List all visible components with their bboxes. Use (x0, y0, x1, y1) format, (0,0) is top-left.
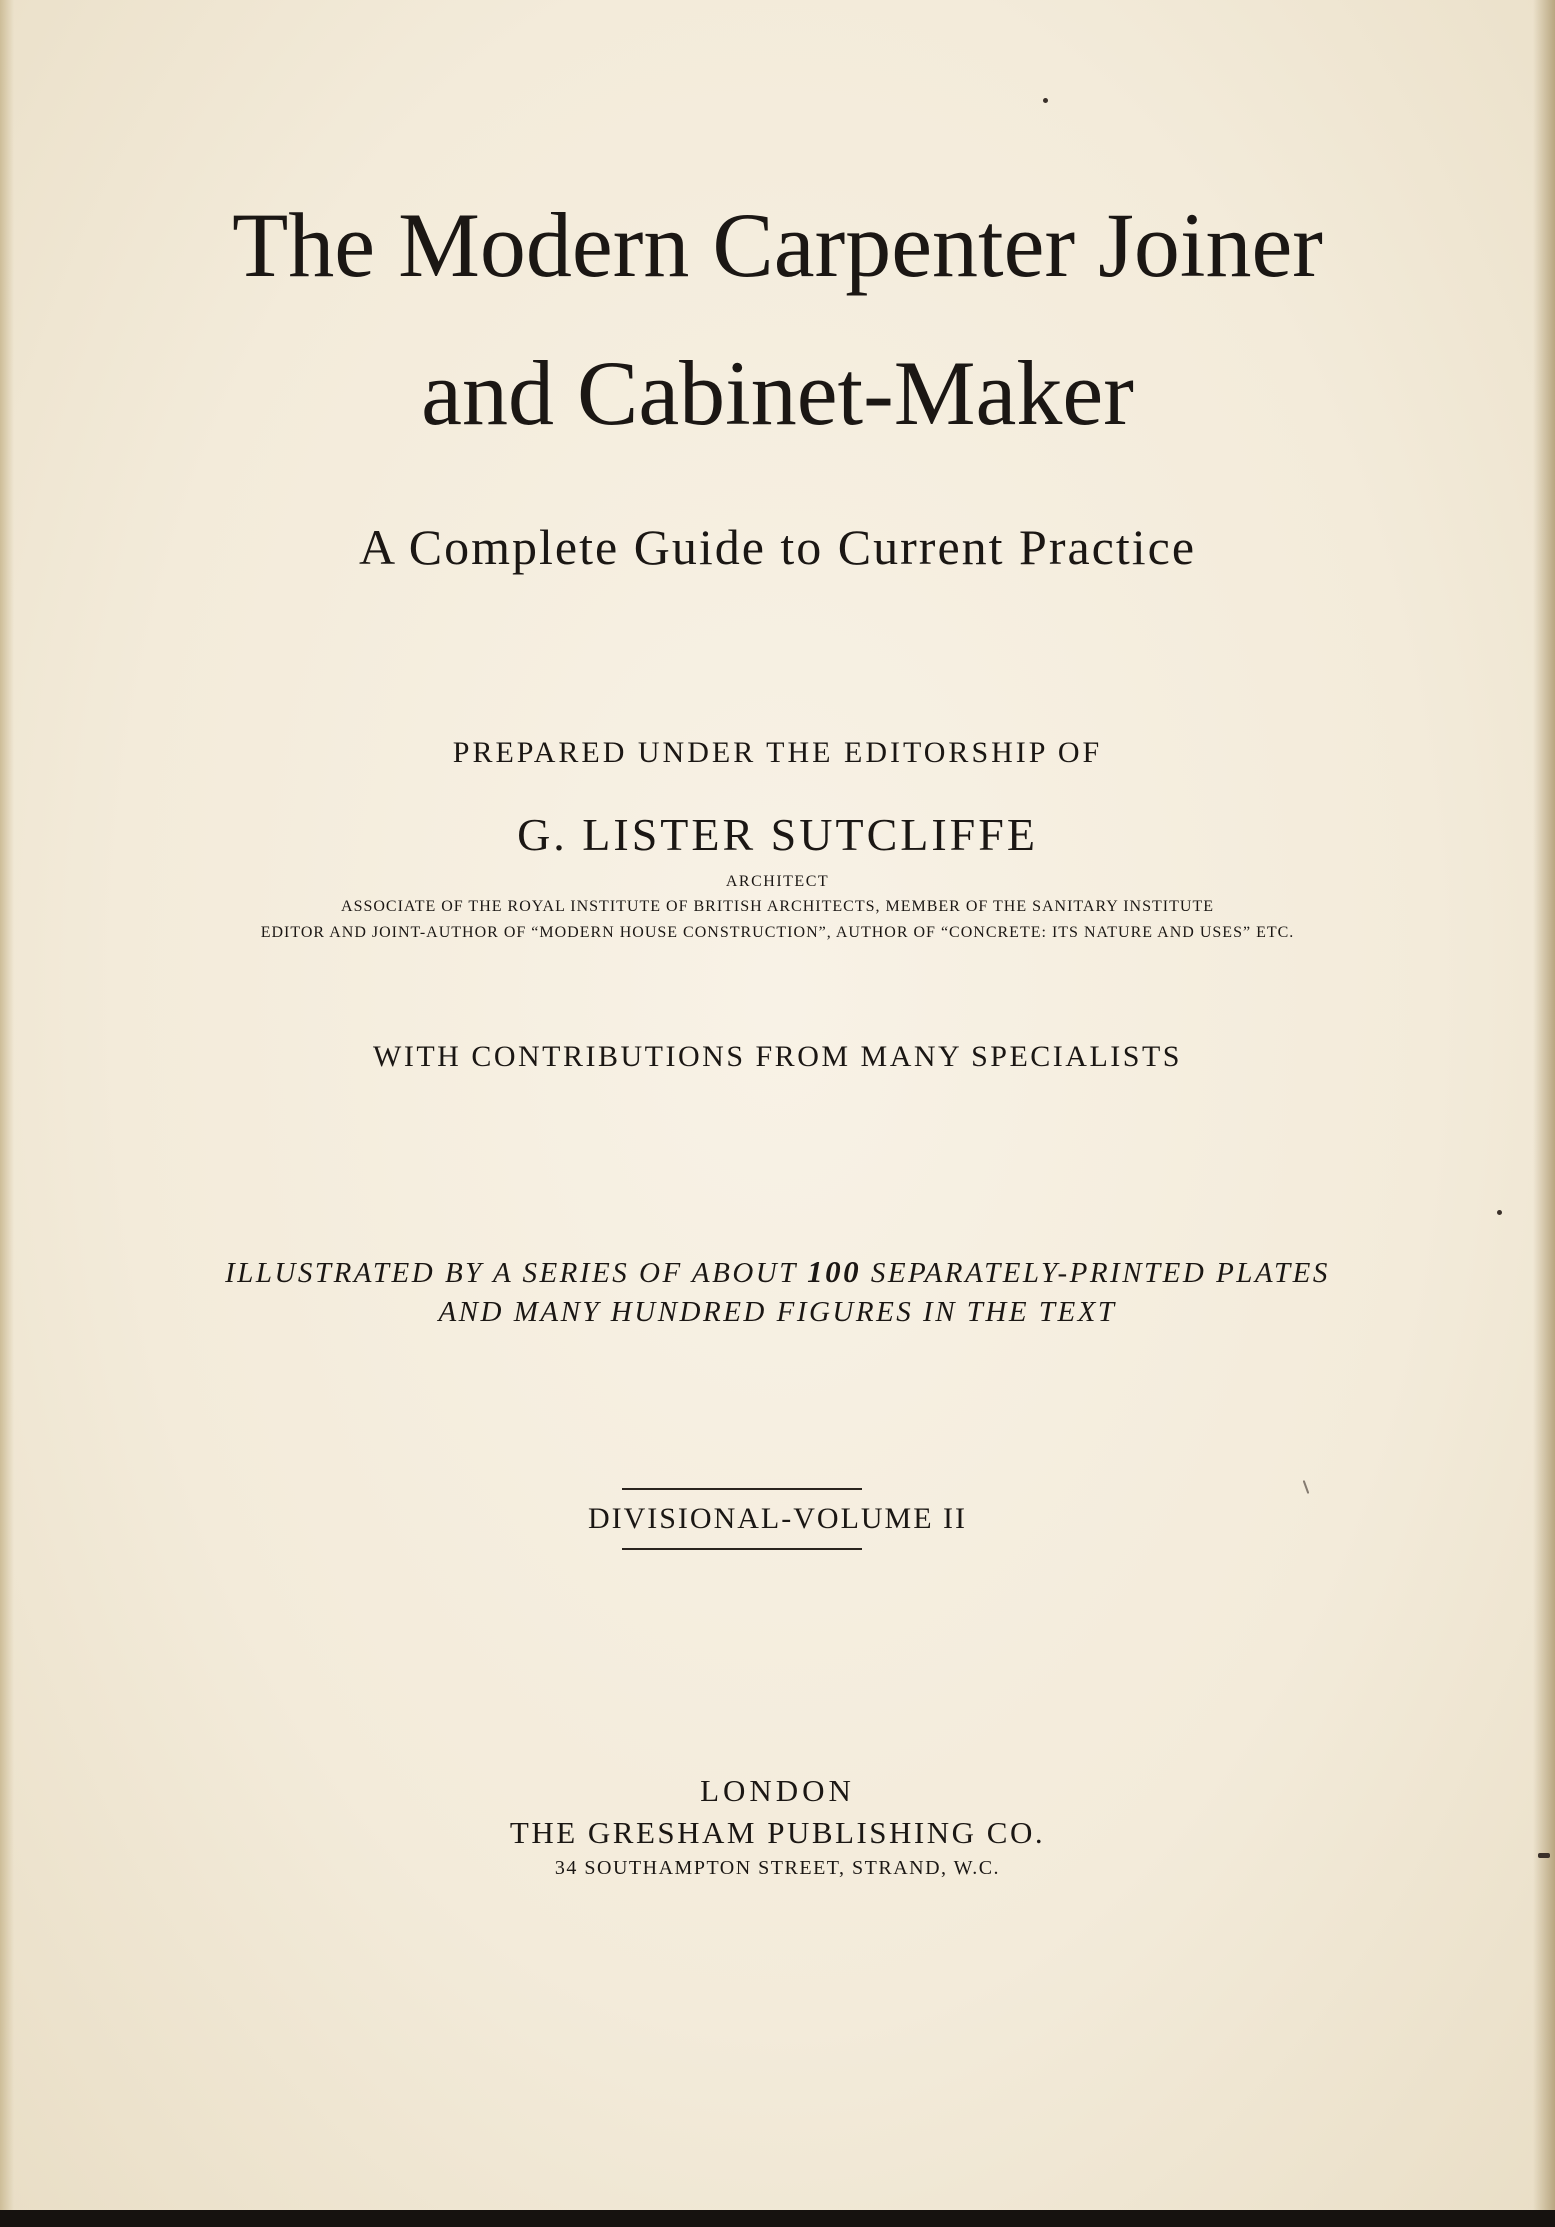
paper-speck (1043, 98, 1048, 103)
editor-credentials-line-1: ASSOCIATE OF THE ROYAL INSTITUTE OF BRITISH ARCHITECTS, MEMBER OF THE SANITARY INSTITUTE (341, 898, 1214, 915)
volume-rule-bottom (622, 1548, 862, 1550)
scan-bottom-border (0, 2210, 1555, 2227)
book-subtitle: A Complete Guide to Current Practice (358, 519, 1197, 575)
contributions-note: WITH CONTRIBUTIONS FROM MANY SPECIALISTS (373, 1040, 1182, 1073)
imprint-address: 34 SOUTHAMPTON STREET, STRAND, W.C. (554, 1857, 1001, 1879)
editor-name: G. LISTER SUTCLIFFE (517, 809, 1038, 860)
illustrations-note-line-1 (0, 1254, 1555, 1290)
editor-credentials-line-2: EDITOR AND JOINT-AUTHOR OF “MODERN HOUSE CONSTRUCTION”, AUTHOR OF “CONCRETE: ITS NATURE AND USES” ETC. (260, 924, 1295, 941)
paper-speck (1538, 1853, 1550, 1858)
imprint-publisher: THE GRESHAM PUBLISHING CO. (509, 1815, 1046, 1850)
paper-speck (1497, 1210, 1502, 1215)
illustrations-note-line-2: AND MANY HUNDRED FIGURES IN THE TEXT (438, 1296, 1117, 1328)
imprint-city: LONDON (700, 1773, 855, 1808)
book-title-line-2: and Cabinet-Maker (421, 342, 1134, 444)
editorship-label: PREPARED UNDER THE EDITORSHIP OF (452, 736, 1103, 769)
illustrations-text-after: SEPARATELY-PRINTED PLATES (861, 1257, 1330, 1289)
volume-label: DIVISIONAL-VOLUME II (587, 1502, 968, 1535)
illustrations-text-before: ILLUSTRATED BY A SERIES OF ABOUT (225, 1257, 808, 1289)
book-title-line-1: The Modern Carpenter Joiner (232, 194, 1323, 296)
editor-profession: ARCHITECT (725, 873, 830, 890)
paper-speck (1303, 1480, 1310, 1494)
volume-rule-top (622, 1488, 862, 1490)
plate-count: 100 (807, 1254, 862, 1289)
